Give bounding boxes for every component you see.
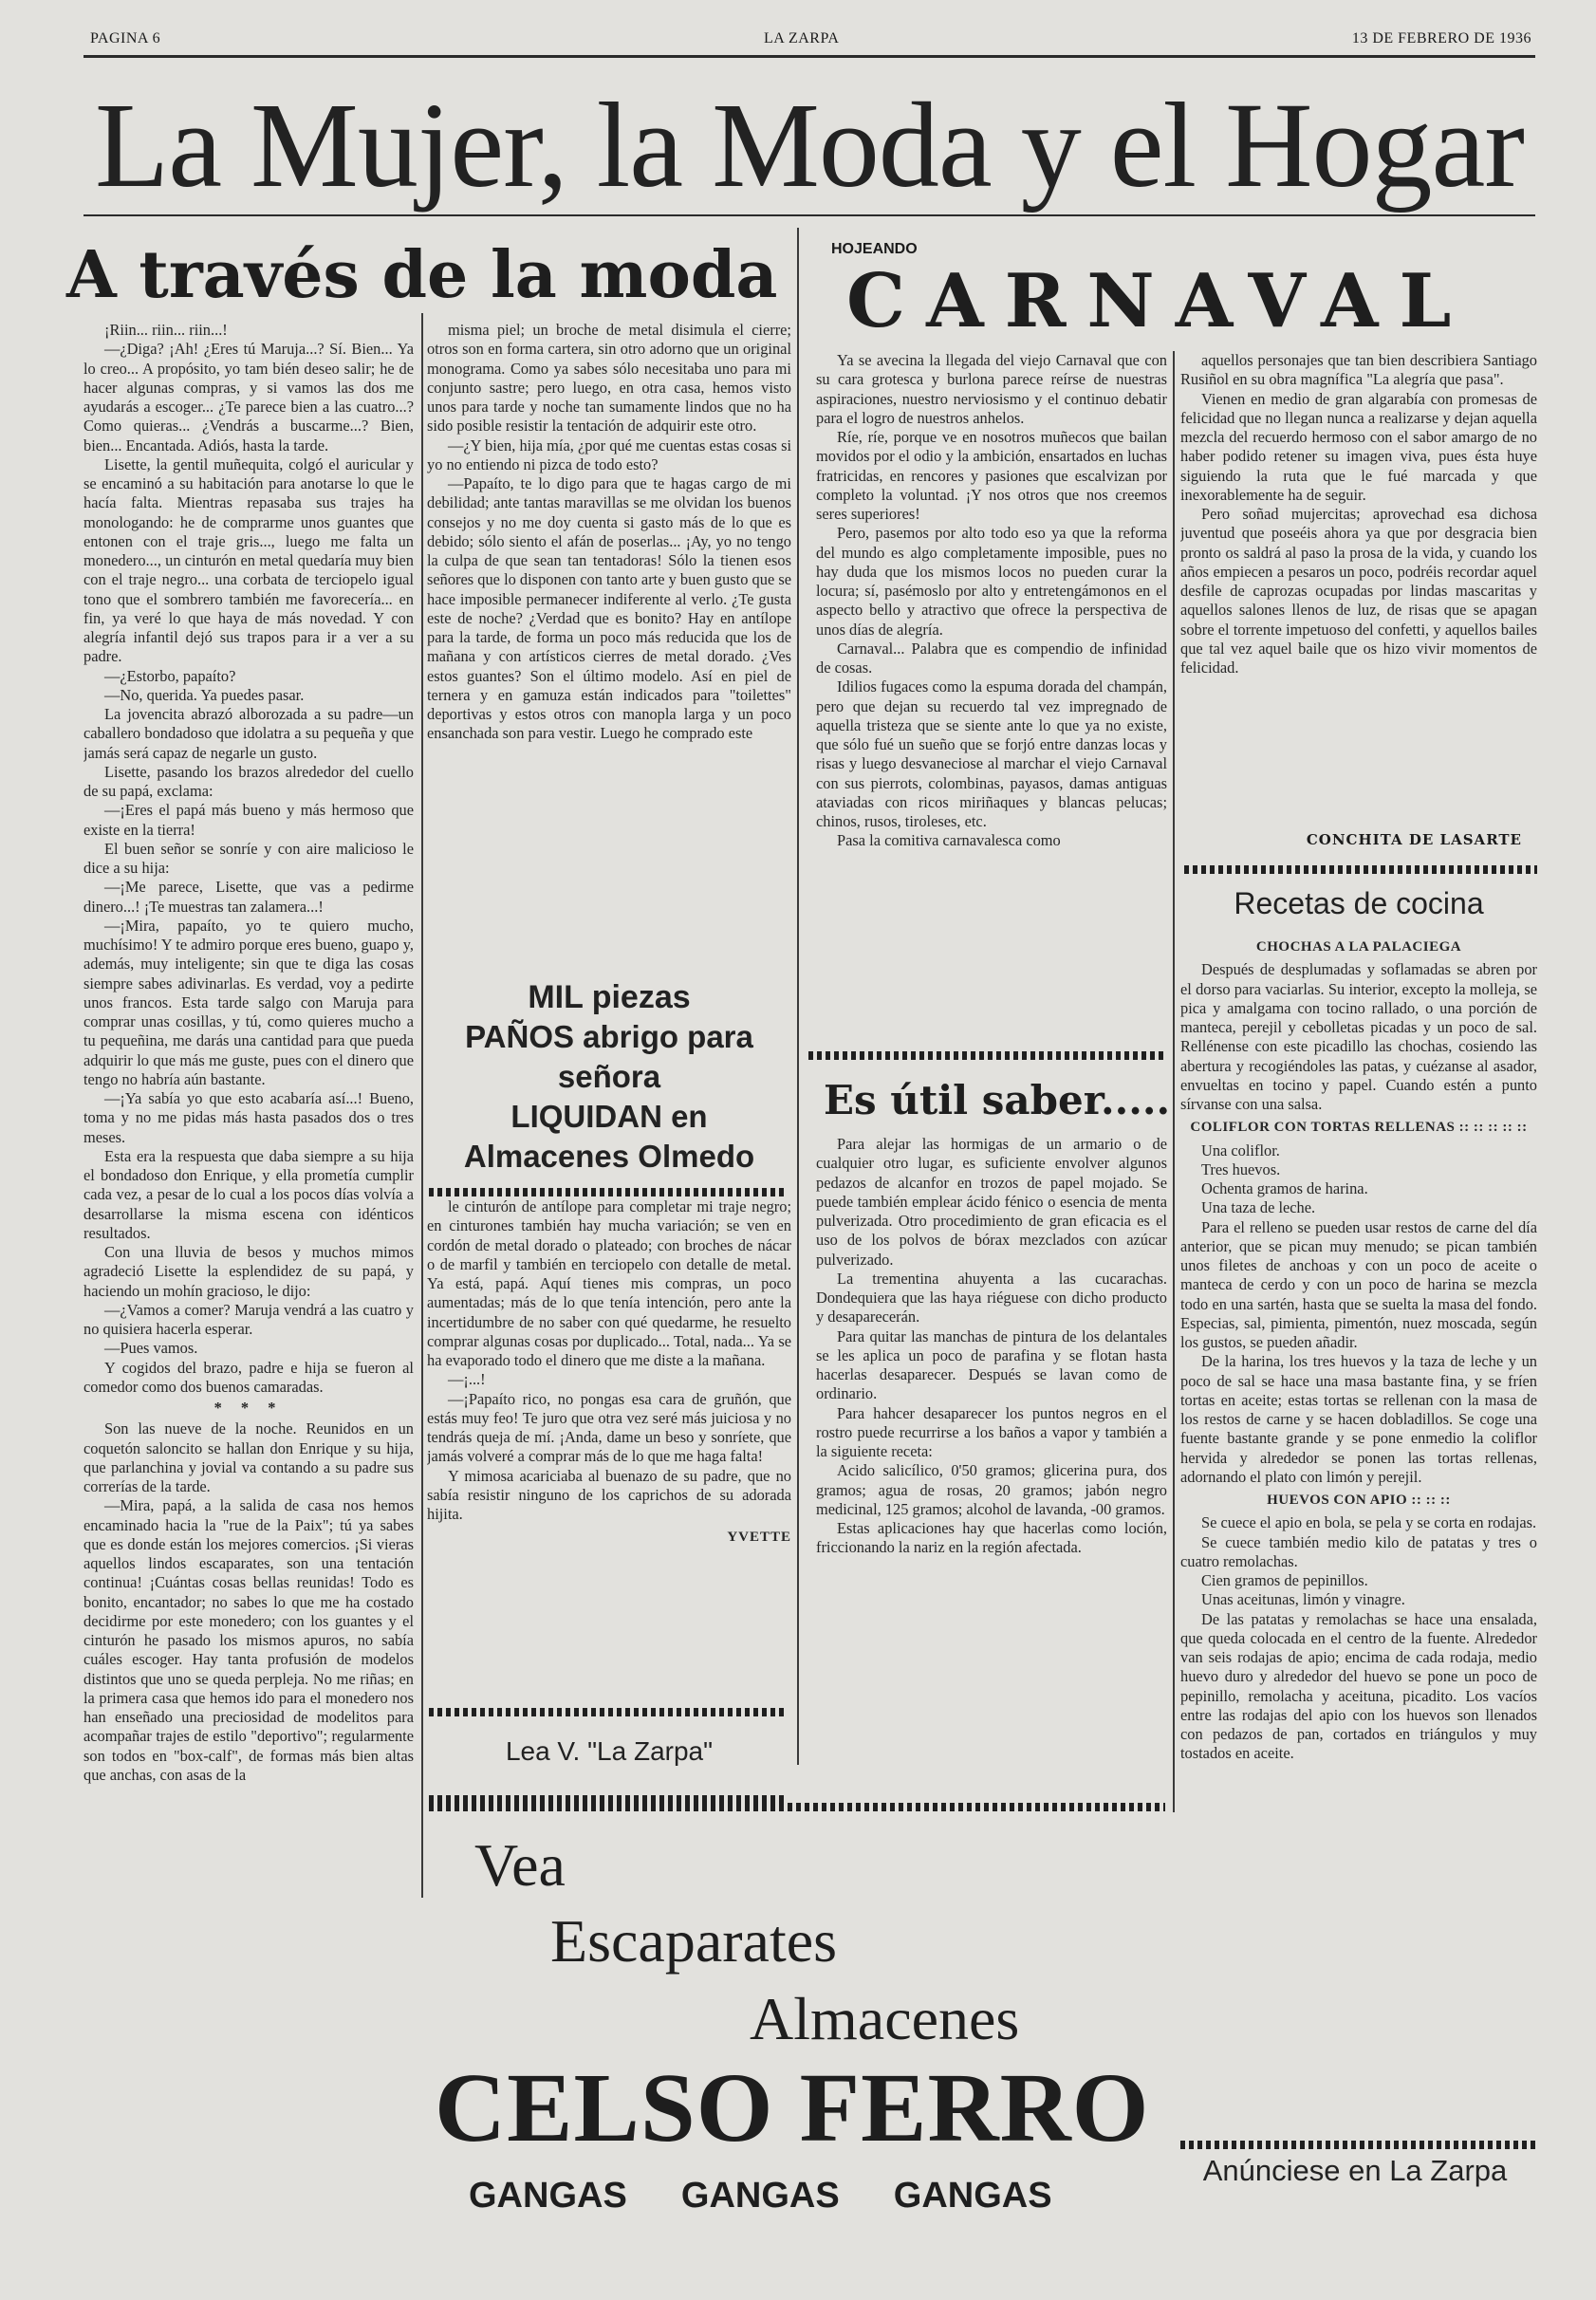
paragraph: —¡Mira, papaíto, yo te quiero mucho, muchísimo! Y te admiro porque eres bueno, guapo y, además, muy inteligente; sin que te diga las cosas siempre sabes adivinarlas. Es verdad, voy a pedirte unos francos. Esta tarde salgo con Maruja para comprar unas cosillas, y tú, como quieres mucho a tu pequeñina, me darás una cantidad para que pueda adquirir lo que más me guste, pues con el dinero que tengo no habría aún bastante. bbox=[84, 916, 414, 1088]
paragraph: De la harina, los tres huevos y la taza de leche y un poco de sal se hace una masa bastante fina, y se fríen tortas en aceite; estas tortas se rellenan con la masa de los restos de carne y se hacen dobladillos. Se coge una fuente bastante grande y se pone enmedio la coliflor hervida y alrededor se ponen las tortas rellenas, adornando el plato con limón y perejil. bbox=[1180, 1352, 1537, 1486]
paragraph: De las patatas y remolachas se hace una ensalada, que queda colocada en el centro de la fuente. Alrededor van seis rodajas de apio; encima de cada rodaja, medio huevo duro y alrededor del huevo se pone un poco de pepinillo, remolacha y aceituna, picadito. Los vacíos entre las rodajas del apio con los huevos son llenados con pedazos de pan, cortados en triángulos y muy tostados en aceite. bbox=[1180, 1609, 1537, 1763]
paragraph: —Pues vamos. bbox=[104, 1339, 198, 1358]
paragraph: Después de desplumadas y soflamadas se abren por el dorso para vaciarlas. Su interior, excepto la molleja, se pica y amalgama con tocino rallado, o una porción de manteca, perejil y cebolletas picadas y un poco de sal. Rellénense con este picadillo las chochas, cosiendo las abertura y recogiéndoles las patas, y cuézanse al asador, envueltas en tocino y papel. Cuando estén a punto sírvanse con una salsa. bbox=[1180, 960, 1537, 1113]
article-carnaval-column-2 bbox=[1180, 351, 1537, 807]
article-recetas-body bbox=[1180, 934, 1537, 2129]
paragraph: —¿Estorbo, papaíto? bbox=[104, 666, 236, 685]
paragraph: Se cuece también medio kilo de patatas y tres o cuatro remolachas. bbox=[1180, 1532, 1537, 1570]
paragraph: Una coliflor. bbox=[1201, 1141, 1280, 1159]
paragraph: —Papaíto, te lo digo para que te hagas cargo de mi debilidad; ante tantas maravillas se me olvidan los buenos consejos y no me doy cuenta si gasto más de lo que es debido; sólo siento el afán de poserlas... ¡Ay, yo no tengo la culpa de que sean tan tentadoras! Sólo la tienen esos señores que lo disponen con tanto arte y buen gusto que se hace imposible permanecer indiferente al verlo. ¿Te gusta este de noche? ¿Verdad que es bonito? Hay en antílope para la tarde, de forma un poco más reducida que los de mañana y con artísticos cierres de metal dorado. ¿Ves estos guantes? Son el último modelo. Así en piel de ternera y en gamuza están indicados para "toilettes" deportivas y estos otros con manopla larga y un poco ensanchada son para vestir. Luego he comprado este bbox=[427, 474, 791, 743]
ad-celso-line: Escaparates bbox=[550, 1907, 838, 1975]
paragraph: Para alejar las hormigas de un armario o de cualquier otro lugar, es suficiente envolver algunos pedazos de alcanfor en trozos de papel mojado. Se puede también emplear ácido fénico o esencia de menta pulverizada. Otro procedimiento de gran eficacia es el uso de los polvos de bórax mezclados con azúcar pulverizado. bbox=[816, 1135, 1167, 1269]
ad-celso-line: Almacenes bbox=[750, 1985, 1020, 2052]
ad-border bbox=[429, 1188, 788, 1196]
paragraph: ¡Riin... riin... riin...! bbox=[104, 321, 228, 339]
paragraph: —¿Vamos a comer? Maruja vendrá a las cuatro y no quisiera hacerla esperar. bbox=[84, 1300, 414, 1338]
paragraph: Unas aceitunas, limón y vinagre. bbox=[1201, 1590, 1405, 1609]
paragraph: —¡Papaíto rico, no pongas esa cara de gruñón, que estás muy feo! Te juro que otra vez seré más juiciosa y no tendrás queja de mí. ¡Anda, dame un beso y sonríete, que jamás volveré a comprar más de lo que me haga falta! bbox=[427, 1389, 791, 1466]
paragraph: Lisette, pasando los brazos alrededor del cuello de su papá, exclama: bbox=[84, 762, 414, 800]
ad-border bbox=[429, 1708, 788, 1716]
column-rule bbox=[1173, 351, 1175, 1812]
section-rule bbox=[808, 1051, 1165, 1060]
article-carnaval-column-1 bbox=[816, 351, 1167, 1030]
paragraph: —¡Eres el papá más bueno y más hermoso que existe en la tierra! bbox=[84, 801, 414, 839]
paragraph: Para quitar las manchas de pintura de los delantales se les aplica un poco de parafina y se flotan hasta hacerlas desaparecer. Después se lavan como de ordinario. bbox=[816, 1326, 1167, 1403]
paragraph: Con una lluvia de besos y muchos mimos agradeció Lisette la esplendidez de su papá, y haciendo un mohín gracioso, le dijo: bbox=[84, 1243, 414, 1300]
recipe-subtitle: COLIFLOR CON TORTAS RELLENAS :: :: :: :: :: bbox=[1190, 1120, 1528, 1136]
header-rule bbox=[84, 55, 1535, 58]
article-moda-column-2 bbox=[427, 321, 791, 956]
paragraph: —No, querida. Ya puedes pasar. bbox=[104, 685, 305, 704]
paragraph: Acido salicílico, 0'50 gramos; glicerina pura, dos gramos; agua de rosas, 20 gramos; jabón negro medicinal, 125 gramos; alcohol de lavanda, -00 gramos. bbox=[816, 1461, 1167, 1518]
paragraph: Idilios fugaces como la espuma dorada del champán, pero que dejan su recuerdo tal vez impregnado de aquella tristeza que se siente ante lo que ya no existe, que sólo fué un sueño que se forjó entre danzas locas y risas y luego desvaneciose al marchar el viejo Carnaval con sus pierrots, colombinas, payasos, damas antiguas ataviadas con ricos miriñaques y blancas pelucas; chinos, rusos, tiroleses, etc. bbox=[816, 677, 1167, 830]
paragraph: Para el relleno se pueden usar restos de carne del día anterior, que se pican muy menudo; se pican también unos filetes de anchoas y con un poco de aceite o manteca de cerdo y con un poco de harina se mezcla todo en una sartén, hasta que se suelta la masa del fondo. Especias, sal, pimienta, pimentón, nuez moscada, según los gustos, se pueden añadir. bbox=[1180, 1217, 1537, 1351]
section-masthead: La Mujer, la Moda y el Hogar bbox=[95, 78, 1524, 213]
paragraph: —¿Diga? ¡Ah! ¿Eres tú Maruja...? Sí. Bien... Ya lo creo... A propósito, yo tam bién deseo salir; he de hacer algunas compras, y si vamos las dos me ayudarás a escoger... ¿Te parece bien a las cuatro...? Como quieras... ¿Vendrás a buscarme...? Bien, bien... Encantada. Adiós, hasta la tarde. bbox=[84, 340, 414, 454]
paragraph: Y mimosa acariciaba al buenazo de su padre, que no sabía resistir ninguno de los caprichos de su adorada hijita. bbox=[427, 1466, 791, 1523]
column-rule bbox=[421, 313, 423, 1898]
ad-celso-line: Vea bbox=[474, 1831, 566, 1899]
issue-date: 13 DE FEBRERO DE 1936 bbox=[1351, 30, 1531, 46]
paragraph: Tres huevos. bbox=[1201, 1159, 1281, 1178]
paragraph: Vienen en medio de gran algarabía con promesas de felicidad que no llegan nunca a realizarse y dejan aquella mezcla del recuerdo hermoso con el sabor amargo de no haber podido retener su imagen viva, pues ésta huye siguiendo la ruta que le fué marcada y que inexorablemente ha de seguir. bbox=[1180, 389, 1537, 504]
paragraph: Lisette, la gentil muñequita, colgó el auricular y se encaminó a su habitación para anotarse lo que le hacía falta. Mientras repasaba sus trajes ha monologando: he de comprarme unos guantes que entonen con el traje gris..., luego me falta un monedero..., un cinturón en metal quedaría muy bien con el traje negro... una corbata de terciopelo igual tono que el sombrero también me favorecería... en fin, ya veré lo que haya de más novedad. Y con alegría infantil dejó sus trapos para ir a ver a su padre. bbox=[84, 454, 414, 666]
ad-line: MIL piezas bbox=[528, 979, 691, 1015]
paragraph: La jovencita abrazó alborozada a su padre—un caballero bondadoso que idolatra a su pequeña y que jamás será capaz de negarle un gusto. bbox=[84, 705, 414, 762]
article-title-es-util-saber: Es útil saber..... bbox=[824, 1077, 1171, 1123]
paragraph: Son las nueve de la noche. Reunidos en un coquetón saloncito se hallan don Enrique y su hija, que parlanchina y jovial va contando a su padre sus correrías de la tarde. bbox=[84, 1419, 414, 1495]
masthead-rule bbox=[84, 214, 1535, 216]
paragraph: Cien gramos de pepinillos. bbox=[1201, 1571, 1368, 1589]
recipe-subtitle: HUEVOS CON APIO :: :: :: bbox=[1267, 1493, 1451, 1508]
paragraph: Carnaval... Palabra que es compendio de infinidad de cosas. bbox=[816, 639, 1167, 677]
ad-line: Almacenes Olmedo bbox=[463, 1139, 755, 1174]
ad-line: PAÑOS abrigo para bbox=[465, 1019, 753, 1054]
paragraph: Ya se avecina la llegada del viejo Carnaval que con su cara grotesca y burlona parece reírse de nuestras aspiraciones, nuestro nerviosismo y el continuo debatir para el logro de nuestros anhelos. bbox=[816, 351, 1167, 427]
section-rule bbox=[1180, 2141, 1537, 2149]
ad-border bbox=[429, 1803, 1165, 1811]
paragraph: Ochenta gramos de harina. bbox=[1201, 1179, 1368, 1197]
ad-lea-la-zarpa: Lea V. "La Zarpa" bbox=[505, 1736, 714, 1766]
paragraph: misma piel; un broche de metal disimula el cierre; otros son en forma cartera, sin otro adorno que un original monograma. Como ya sabes sólo necesitaba uno para mi conjunto sastre; pero luego, en otra casa, hemos visto unos para tarde y noche tan sumamente lindos que no ha sido posible resistir la tentación de adquirir este otro. bbox=[427, 321, 791, 436]
page-header bbox=[90, 30, 1531, 55]
article-title-recetas: Recetas de cocina bbox=[1234, 886, 1484, 920]
recipe-subtitle: CHOCHAS A LA PALACIEGA bbox=[1255, 939, 1462, 955]
article-moda-column-2b bbox=[427, 1197, 791, 1691]
ad-anunciese-en-la-zarpa: Anúnciese en La Zarpa bbox=[1202, 2154, 1508, 2187]
article-title-moda: A través de la moda bbox=[66, 237, 778, 313]
paragraph: Para hahcer desaparecer los puntos negros en el rostro puede recurrirse a los baños a vapor y también a la siguiente receta: bbox=[816, 1403, 1167, 1460]
paragraph: Se cuece el apio en bola, se pela y se corta en rodajas. bbox=[1201, 1513, 1537, 1532]
ad-celso-ferro-name: CELSO FERRO bbox=[435, 2053, 1150, 2162]
paragraph: le cinturón de antílope para completar mi traje negro; en cinturones también hay mucha variación; se ven en cordón de metal dorado o plateado; con broches de nácar o de marfil y también en terciopelo con detalle de metal. Ya está, papá. Aquí tienes mis compras, un poco aumentadas; más de lo que tenía intención, pero ante la incertidumbre de no saber con qué quedarme, he resuelto comprar algunas cosas por duplicado... Total, nada... Ya se ha evaporado todo el dinero que me diste a la mañana. bbox=[427, 1197, 791, 1369]
paragraph: Pero soñad mujercitas; aprovechad esa dichosa juventud que poseéis ahora ya que por desgracia bien pronto os saldrá al paso la prosa de la vida, y cuando los años empiecen a pesaros un poco, podréis recordar aquel desfile de caprozas ocupadas por lindas mascaritas y aquellos salones llenos de luz, de risas que se apagan sobre el torrente impetuoso del confetti, y aquellos bailes que tal vez aquel baile que os hizo vivir momentos de felicidad. bbox=[1180, 505, 1537, 677]
article-kicker: HOJEANDO bbox=[831, 241, 918, 257]
paragraph: Estas aplicaciones hay que hacerlas como loción, friccionando la nariz en la región afectada. bbox=[816, 1519, 1167, 1557]
article-moda-column-1 bbox=[84, 321, 414, 1888]
ad-line: LIQUIDAN en bbox=[510, 1099, 708, 1134]
paragraph: —¡...! bbox=[448, 1370, 486, 1389]
paragraph: Y cogidos del brazo, padre e hija se fueron al comedor como dos buenos camaradas. bbox=[84, 1358, 414, 1396]
article-signature: YVETTE bbox=[727, 1530, 791, 1546]
ad-almacenes-olmedo bbox=[427, 977, 791, 1177]
ad-line: señora bbox=[557, 1059, 661, 1094]
paragraph: Una taza de leche. bbox=[1201, 1198, 1316, 1217]
paragraph: —Mira, papá, a la salida de casa nos hemos encaminado hacia la "rue de la Paix"; tú ya sabes que es donde están los mejores comercios. ¡Si vieras aquellos lindos escaparates, son una tentación continua! ¡Cuántas cosas bellas reunidas! Todo es bonito, encantador; no sabes lo que me ha costado decidirme por este monedero; con los guantes y el cinturón he pasado los mismos apuros, no sabía cuáles escoger. Hay tanta profusión de modelos distintos que uno se queda perpleja. No me riñas; en la primera casa que hemos ido para el monedero nos han enseñado una preciosidad de modelitos para acompañar trajes de estilo "deportivo"; regularmente son todos en "box-calf", de formas más bien altas que anchas, con asas de la bbox=[84, 1496, 414, 1784]
article-signature: CONCHITA DE LASARTE bbox=[1306, 831, 1522, 848]
paragraph: aquellos personajes que tan bien describiera Santiago Rusiñol en su obra magnífica "La alegría que pasa". bbox=[1180, 351, 1537, 389]
paragraph: —¡Ya sabía yo que esto acabaría así...! Bueno, toma y no me pidas más hasta pasados dos o tres meses. bbox=[84, 1089, 414, 1146]
paragraph: El buen señor se sonríe y con aire malicioso le dice a su hija: bbox=[84, 839, 414, 877]
paragraph: Pero, pasemos por alto todo eso ya que la reforma del mundo es algo completamente imposible, pues no hay duda que los mismos locos no pueden curar la locura; sí, pasémoslo por alto y entretengámonos en el aspecto bello y atractivo que ofrece la perspectiva de unos días de alegría. bbox=[816, 524, 1167, 639]
paragraph: Pasa la comitiva carnavalesca como bbox=[837, 831, 1061, 850]
paragraph: Esta era la respuesta que daba siempre a su hija el bondadoso don Enrique, y ella prometía cumplir cada vez, a pesar de lo cual a los pocos días volvía a desarrollarse la misma escena con idénticos resultados. bbox=[84, 1146, 414, 1242]
paragraph: La trementina ahuyenta a las cucarachas. Dondequiera que las haya riéguese con dicho producto y desaparecerán. bbox=[816, 1269, 1167, 1326]
article-title-carnaval: CARNAVAL bbox=[846, 258, 1473, 344]
paragraph: —¿Y bien, hija mía, ¿por qué me cuentas estas cosas si yo no entiendo ni pizca de todo esto? bbox=[427, 436, 791, 473]
ad-celso-gangas: GANGAS GANGAS GANGAS bbox=[469, 2176, 1052, 2216]
section-rule bbox=[1184, 865, 1537, 874]
paragraph: Ríe, ríe, porque ve en nosotros muñecos que bailan movidos por el odio y la ambición, ensartados en luchas fratricidas, en rencores y pasiones que escalvizan por completo la voluntad. ¡Y nos otros que nos creemos seres superiores! bbox=[816, 428, 1167, 523]
article-es-util-saber-body bbox=[816, 1135, 1167, 1780]
separator-stars: * * * bbox=[213, 1399, 284, 1417]
page-number: PAGINA 6 bbox=[90, 30, 161, 46]
paragraph: —¡Me parece, Lisette, que vas a pedirme dinero...! ¡Te muestras tan zalamera...! bbox=[84, 878, 414, 916]
newspaper-name: LA ZARPA bbox=[764, 30, 840, 46]
column-rule bbox=[797, 228, 799, 1765]
